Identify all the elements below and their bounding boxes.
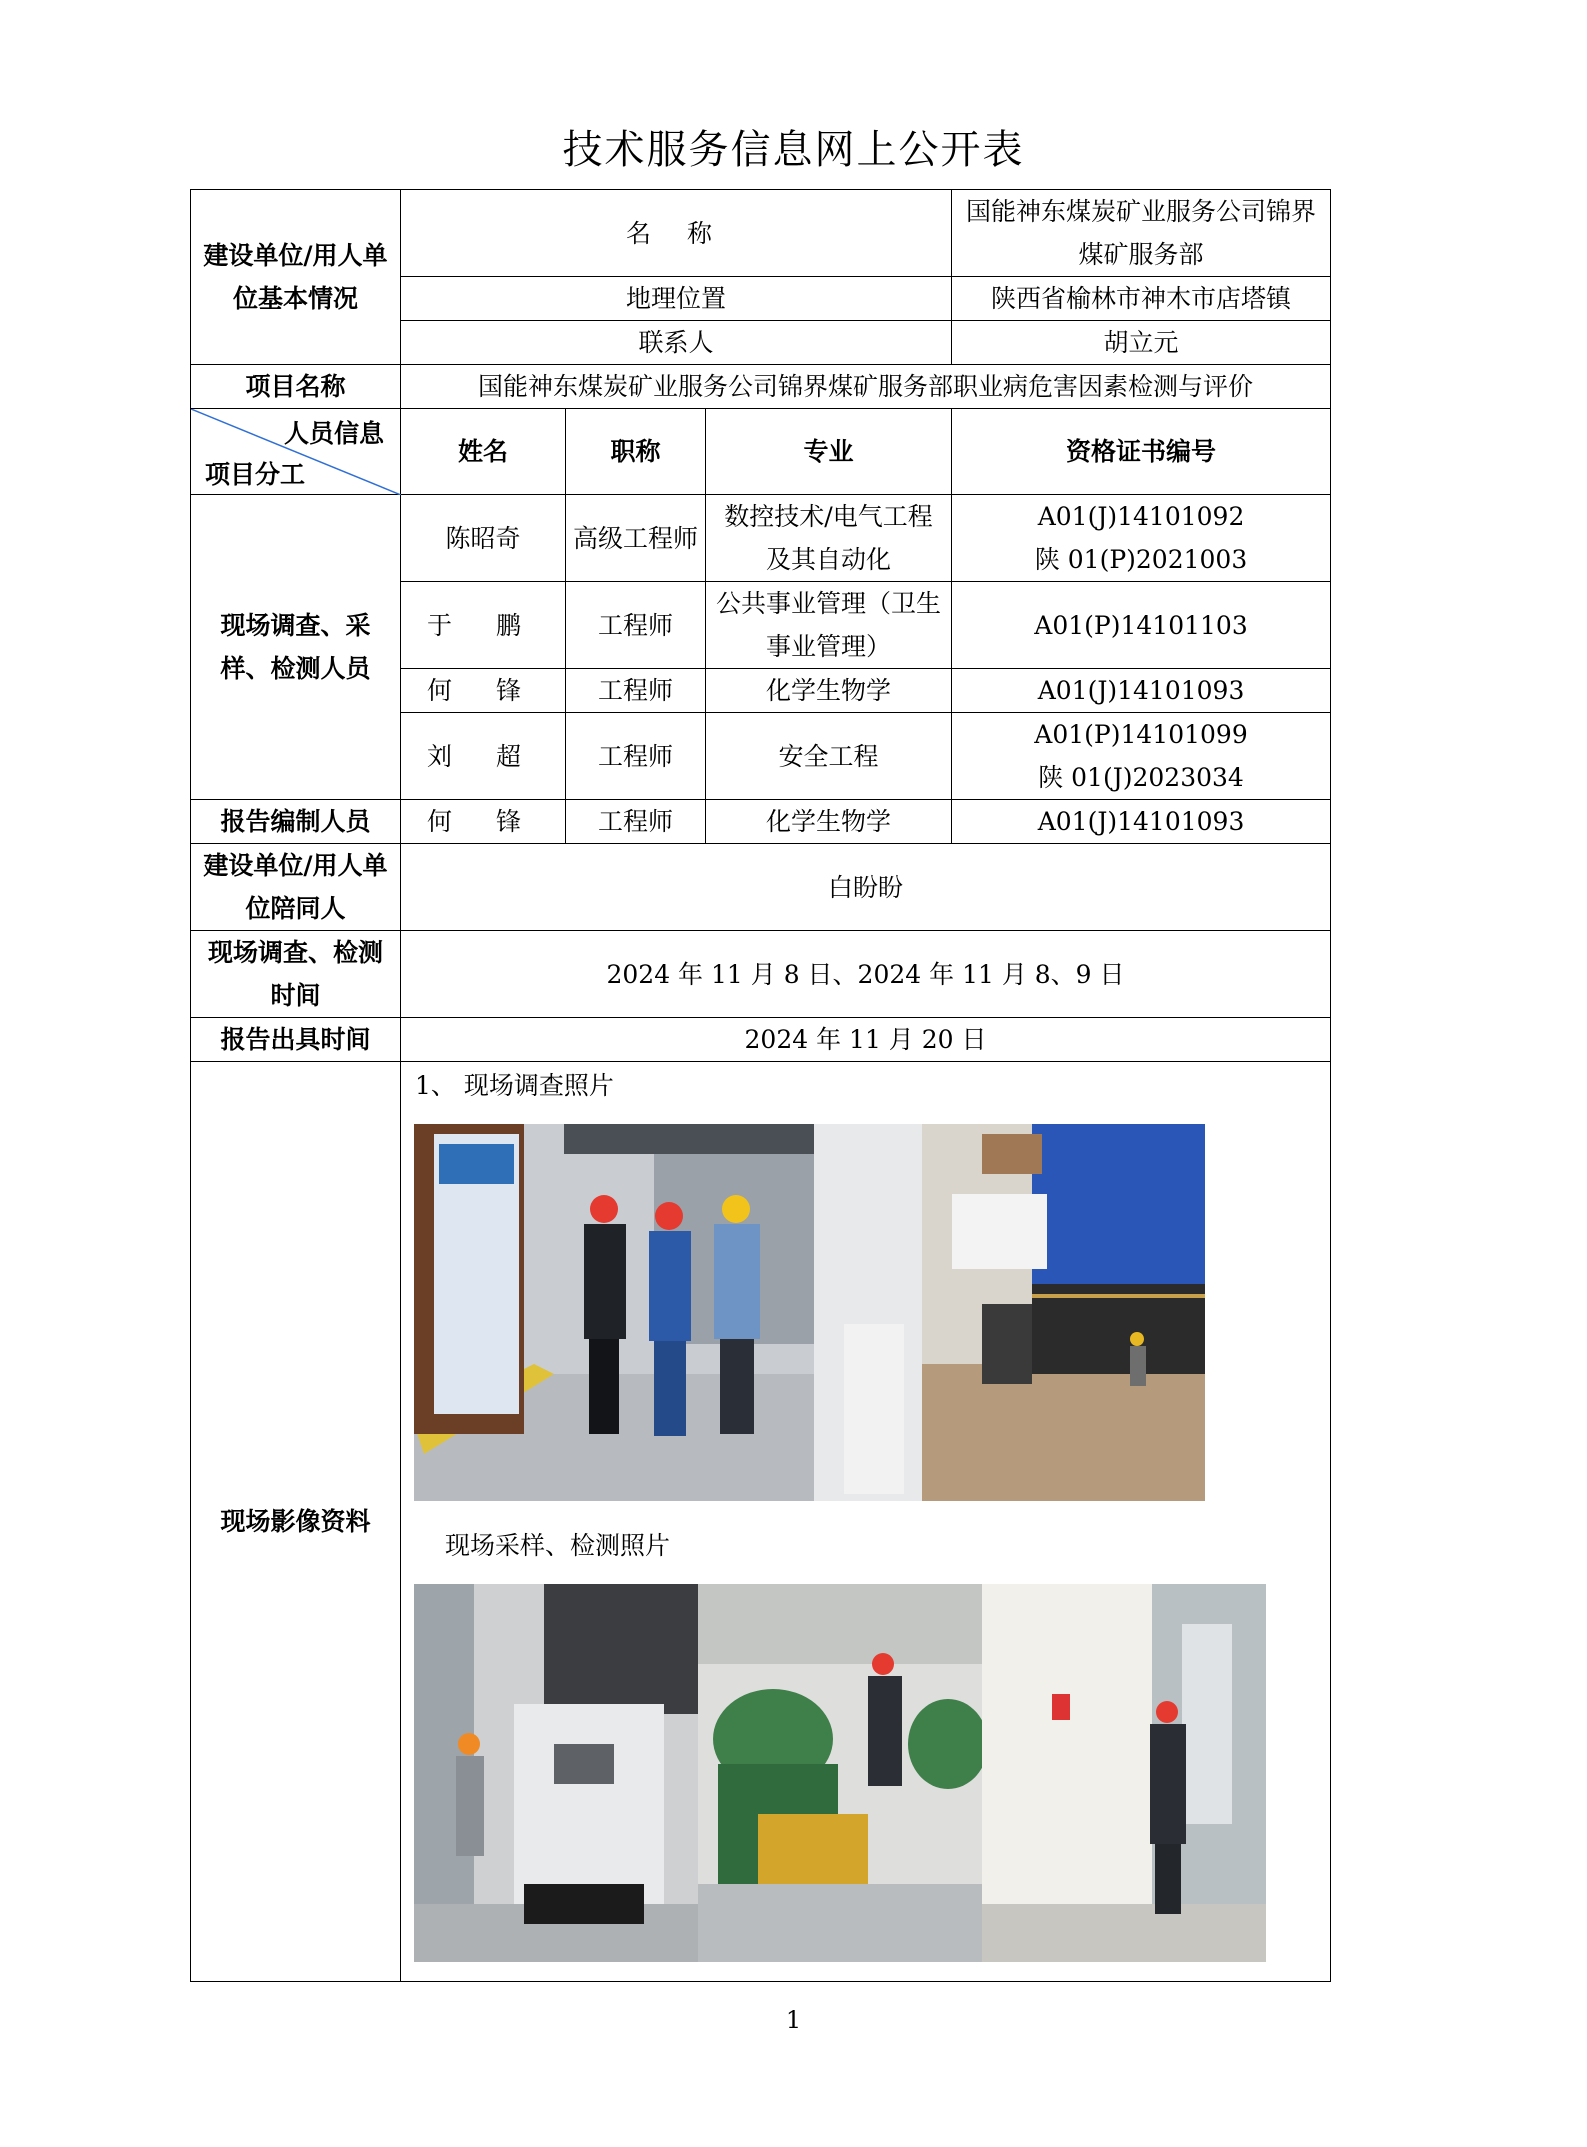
report-staff-name: 何 锋	[401, 800, 566, 844]
staff-name: 于 鹏	[401, 582, 566, 669]
staff-name: 陈昭奇	[401, 495, 566, 582]
staff-major: 安全工程	[706, 713, 952, 800]
unit-section-label: 建设单位/用人单位基本情况	[191, 190, 401, 365]
media-label: 现场影像资料	[191, 1062, 401, 1982]
staff-major: 数控技术/电气工程及其自动化	[706, 495, 952, 582]
staff-major: 公共事业管理（卫生事业管理）	[706, 582, 952, 669]
unit-name-value: 国能神东煤炭矿业服务公司锦界煤矿服务部	[952, 190, 1331, 277]
page-title: 技术服务信息网上公开表	[562, 127, 1025, 173]
report-staff-cert: A01(J)14101093	[952, 800, 1331, 844]
report-staff-title: 工程师	[566, 800, 706, 844]
companion-value: 白盼盼	[401, 844, 1331, 931]
unit-name-label: 名 称	[401, 190, 952, 277]
info-table	[190, 189, 1331, 1982]
report-staff-major: 化学生物学	[706, 800, 952, 844]
field-staff-label: 现场调查、采样、检测人员	[191, 495, 401, 800]
header-name: 姓名	[401, 409, 566, 495]
unit-location-value: 陕西省榆林市神木市店塔镇	[952, 277, 1331, 321]
diagonal-header-cell	[191, 409, 401, 495]
unit-contact-label: 联系人	[401, 321, 952, 365]
header-title: 职称	[566, 409, 706, 495]
survey-photos-heading: 1、 现场调查照片	[415, 1071, 614, 1100]
survey-photo-indoor	[414, 1124, 922, 1501]
companion-label: 建设单位/用人单位陪同人	[191, 844, 401, 931]
media-cell	[401, 1062, 1331, 1982]
project-label: 项目名称	[191, 365, 401, 409]
survey-time-label: 现场调查、检测时间	[191, 931, 401, 1018]
header-major: 专业	[706, 409, 952, 495]
survey-time-value: 2024 年 11 月 8 日、2024 年 11 月 8、9 日	[401, 931, 1331, 1018]
staff-title: 工程师	[566, 713, 706, 800]
staff-name: 刘 超	[401, 713, 566, 800]
staff-name: 何 锋	[401, 669, 566, 713]
staff-cert: A01(J)14101093	[952, 669, 1331, 713]
unit-contact-value: 胡立元	[952, 321, 1331, 365]
unit-location-label: 地理位置	[401, 277, 952, 321]
diag-bottom-label: 项目分工	[205, 460, 306, 489]
header-cert: 资格证书编号	[952, 409, 1331, 495]
sampling-photo-cabinet	[982, 1584, 1266, 1962]
survey-photo-gate	[922, 1124, 1205, 1501]
staff-cert: A01(P)14101103	[952, 582, 1331, 669]
staff-title: 工程师	[566, 582, 706, 669]
staff-title: 工程师	[566, 669, 706, 713]
report-time-label: 报告出具时间	[191, 1018, 401, 1062]
sampling-photos-heading: 现场采样、检测照片	[445, 1531, 671, 1560]
sampling-photo-blower	[698, 1584, 982, 1962]
staff-major: 化学生物学	[706, 669, 952, 713]
diag-top-label: 人员信息	[283, 419, 384, 448]
page-number: 1	[785, 2006, 802, 2034]
report-time-value: 2024 年 11 月 20 日	[401, 1018, 1331, 1062]
report-staff-label: 报告编制人员	[191, 800, 401, 844]
staff-cert: A01(P)14101099 陕 01(J)2023034	[952, 713, 1331, 800]
staff-cert: A01(J)14101092 陕 01(P)2021003	[952, 495, 1331, 582]
sampling-photo-compressor	[414, 1584, 698, 1962]
staff-title: 高级工程师	[566, 495, 706, 582]
project-value: 国能神东煤炭矿业服务公司锦界煤矿服务部职业病危害因素检测与评价	[401, 365, 1331, 409]
